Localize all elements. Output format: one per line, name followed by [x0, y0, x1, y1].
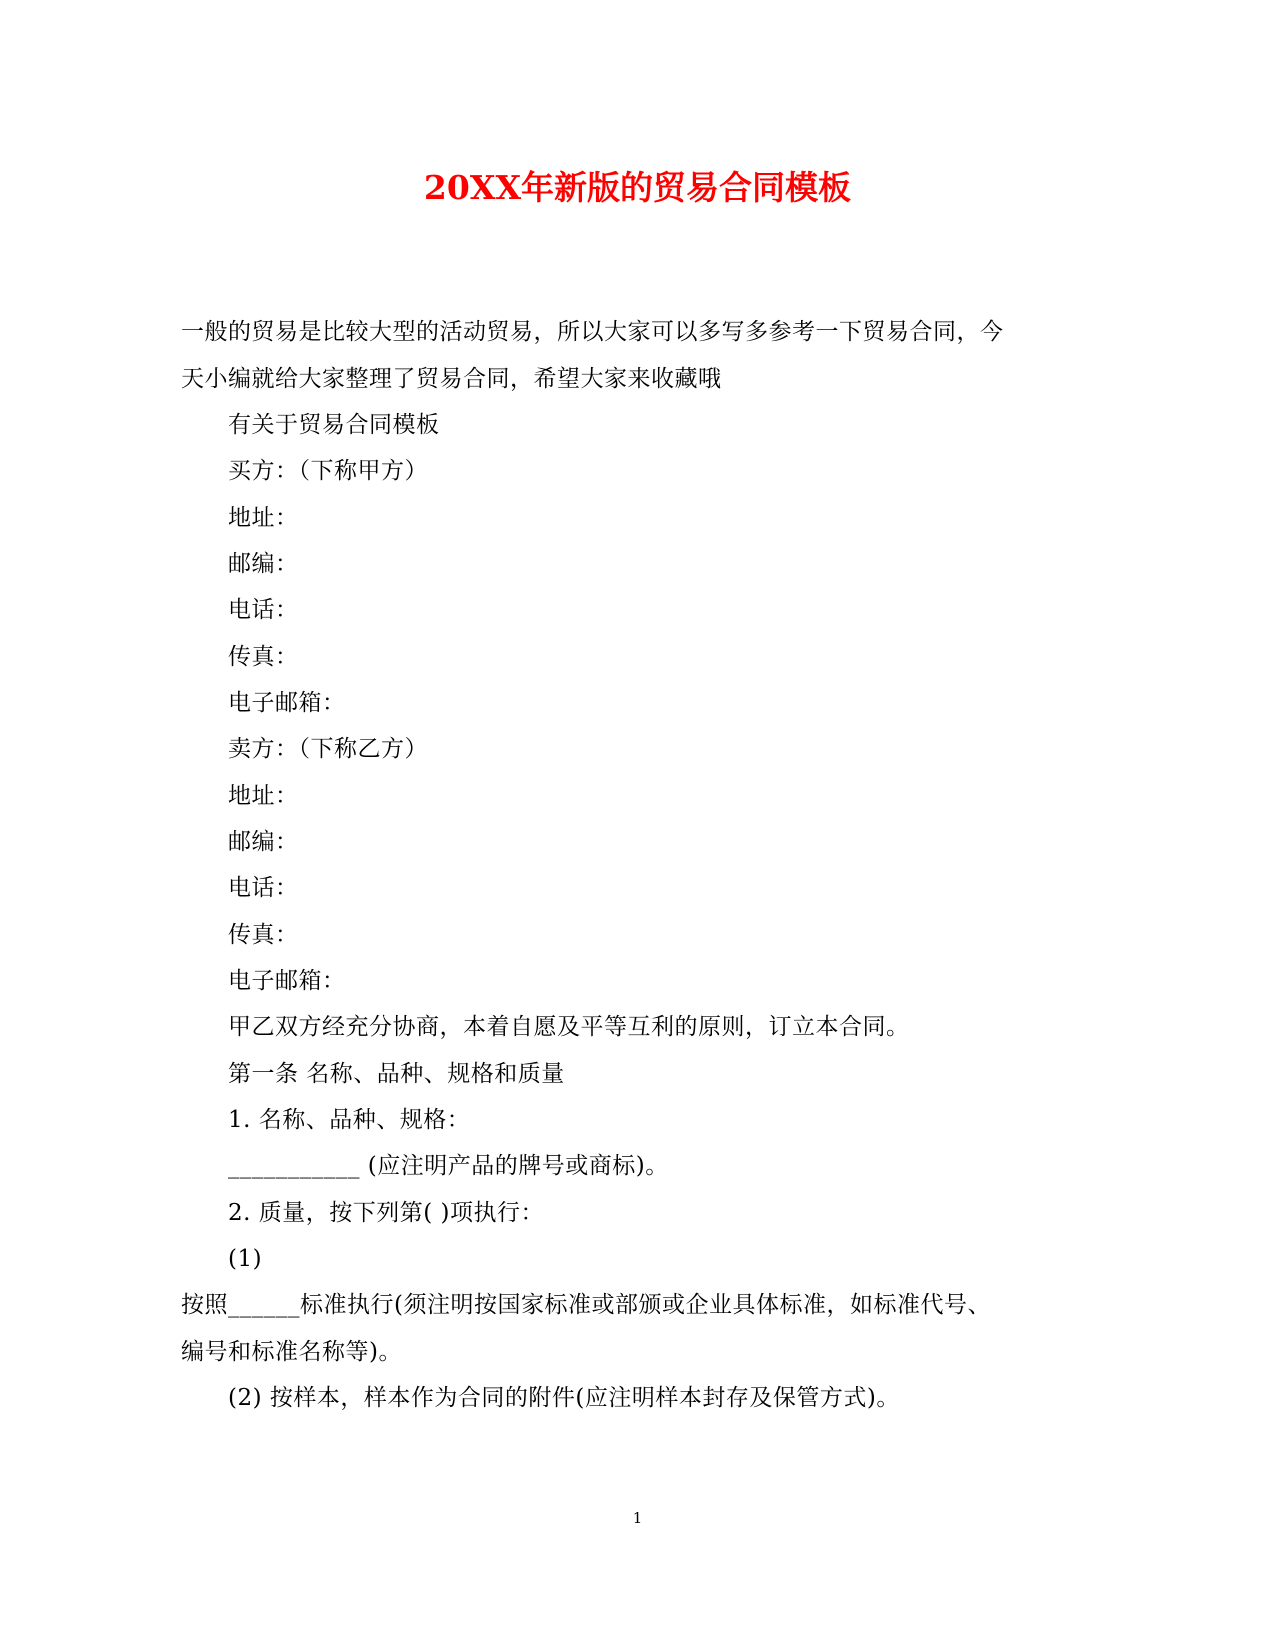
document-title: 20XX年新版的贸易合同模板 — [423, 168, 852, 207]
seller-label: 卖方：（下称乙方） — [228, 736, 428, 762]
buyer-email: 电子邮箱： — [228, 690, 346, 716]
article1-item1-blank: ___________ (应注明产品的牌号或商标)。 — [228, 1153, 669, 1179]
seller-phone: 电话： — [228, 875, 299, 901]
article1-item2: 2. 质量，按下列第( )项执行： — [228, 1200, 545, 1226]
page-number: 1 — [632, 1509, 643, 1527]
seller-address: 地址： — [228, 783, 299, 809]
seller-postcode: 邮编： — [228, 829, 299, 855]
option2-text: (2) 按样本，样本作为合同的附件(应注明样本封存及保管方式)。 — [228, 1385, 900, 1411]
option1-text-line-1: 按照______标准执行(须注明按国家标准或部颁或企业具体标准，如标准代号、 — [181, 1292, 991, 1318]
agreement-text: 甲乙双方经充分协商，本着自愿及平等互利的原则，订立本合同。 — [228, 1014, 910, 1040]
option1-label: (1) — [228, 1246, 263, 1272]
buyer-fax: 传真： — [228, 644, 299, 670]
article1-heading: 第一条 名称、品种、规格和质量 — [228, 1061, 565, 1087]
seller-fax: 传真： — [228, 922, 299, 948]
buyer-phone: 电话： — [228, 597, 299, 623]
buyer-address: 地址： — [228, 505, 299, 531]
seller-email: 电子邮箱： — [228, 968, 346, 994]
intro-line-2: 天小编就给大家整理了贸易合同，希望大家来收藏哦 — [181, 366, 722, 392]
intro-line-1: 一般的贸易是比较大型的活动贸易，所以大家可以多写多参考一下贸易合同，今 — [181, 319, 1004, 345]
buyer-postcode: 邮编： — [228, 551, 299, 577]
buyer-label: 买方：（下称甲方） — [228, 458, 428, 484]
option1-text-line-2: 编号和标准名称等)。 — [181, 1339, 402, 1365]
article1-item1: 1. 名称、品种、规格： — [228, 1107, 471, 1133]
section-heading: 有关于贸易合同模板 — [228, 412, 440, 438]
